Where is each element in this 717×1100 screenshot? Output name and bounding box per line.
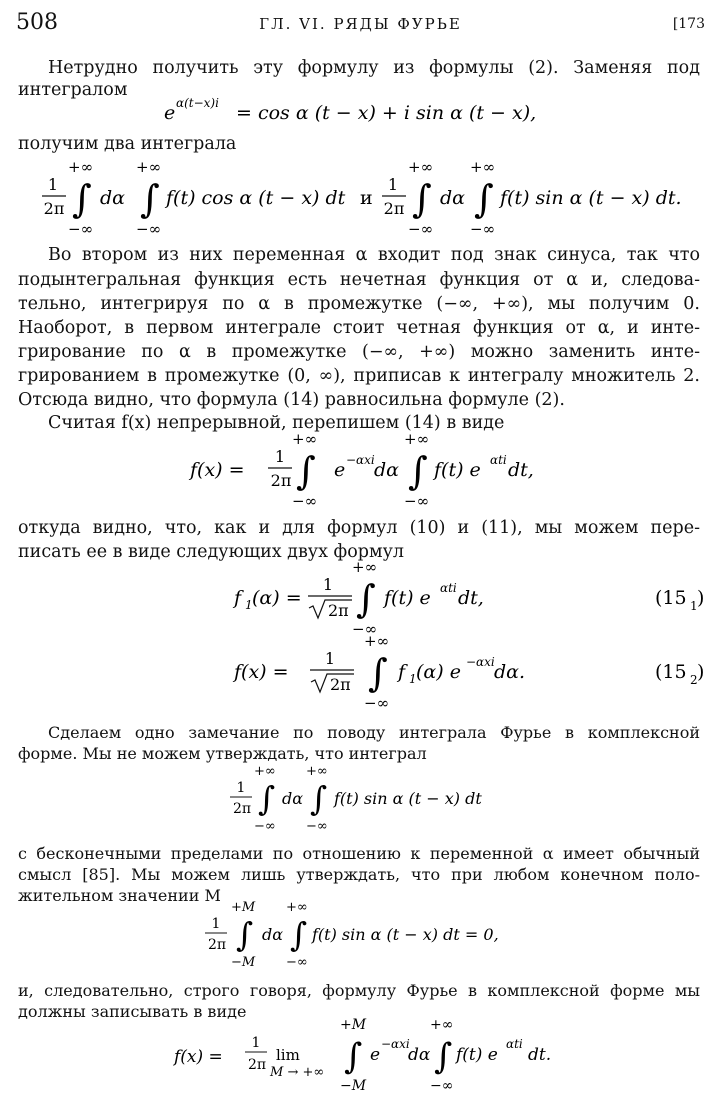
eq4-lhs-sub: 1	[245, 598, 253, 612]
svg-text:+∞: +∞	[430, 1017, 454, 1033]
eq5-exp: −αxi	[466, 655, 495, 669]
svg-text:−∞: −∞	[352, 620, 378, 638]
svg-text:2π: 2π	[330, 675, 351, 694]
svg-text:2π: 2π	[270, 471, 292, 490]
equation-number: (15	[655, 587, 687, 609]
eq2-integrand-sin: f(t) sin α (t − x) dt.	[500, 187, 682, 209]
paragraph-line: Во втором из них переменная α входит под знак синуса, так что	[48, 245, 700, 265]
integral-sign: ∫	[368, 651, 388, 695]
section-signature: [173	[672, 16, 705, 32]
eq2-frac-den: 2π	[383, 199, 405, 218]
remark-line: Сделаем одно замечание по поводу интеграла Фурье в комплексной	[48, 723, 700, 742]
integral-sign: ∫	[356, 577, 376, 621]
svg-text:1: 1	[211, 916, 221, 932]
integral-sign: ∫	[434, 1037, 453, 1077]
remark-line: и, следовательно, строго говоря, формулу Фурье в комплексной форме мы	[18, 981, 700, 1000]
eq2-upper-limit: +∞	[470, 158, 496, 176]
eq1-lhs-exponent: α(t−x)i	[176, 96, 219, 110]
equation-fourier-limit	[0, 1016, 717, 1094]
equation-two-integrals	[0, 158, 717, 238]
eq5-sub: 1	[409, 672, 417, 686]
integral-sign: ∫	[344, 1037, 363, 1077]
eq3-dalpha: dα	[374, 459, 399, 481]
svg-text:−∞: −∞	[306, 819, 328, 834]
eq2-frac-num: 1	[47, 175, 59, 194]
paragraph-line: получим два интеграла	[18, 134, 237, 154]
svg-text:1: 1	[324, 649, 336, 668]
eq2-lower-limit: −∞	[136, 220, 162, 238]
equation-number: (15	[655, 661, 687, 683]
chapter-title: ГЛ. VI. РЯДЫ ФУРЬЕ	[259, 15, 462, 33]
integral-sign: ∫	[72, 177, 92, 221]
svg-text:dα: dα	[262, 925, 284, 944]
svg-text:2π: 2π	[232, 801, 252, 817]
eq5-lhs: f(x) =	[234, 661, 289, 683]
paragraph-line: Нетрудно получить эту формулу из формулы (2). Заменяя под	[48, 58, 700, 78]
svg-text:+∞: +∞	[306, 764, 328, 779]
integral-sign: ∫	[310, 779, 328, 818]
eq4-tail: dt,	[458, 587, 484, 609]
eq7-integrand: f(t) sin α (t − x) dt = 0,	[312, 925, 499, 944]
paragraph-line: откуда видно, что, как и для формул (10) и (11), мы можем пере-	[18, 518, 700, 538]
svg-text:1: 1	[274, 447, 286, 466]
eq1-lhs-base: e	[164, 102, 176, 124]
svg-text:2π: 2π	[207, 937, 227, 953]
svg-text:f(t) e: f(t) e	[434, 459, 481, 481]
svg-text:f(t) e: f(t) e	[456, 1045, 498, 1065]
eq4-integrand: f(t) e	[384, 587, 431, 609]
remark-line: жительном значении M	[18, 886, 221, 905]
svg-text:−∞: −∞	[404, 492, 430, 510]
remark-line: смысл [85]. Мы можем лишь утверждать, что при любом конечном поло-	[18, 865, 700, 884]
eq3-exp2: αti	[490, 453, 507, 467]
equation-finite-M	[0, 900, 717, 970]
svg-text:e: e	[334, 459, 346, 481]
integral-sign: ∫	[290, 915, 308, 954]
remark-line: с бесконечными пределами по отношению к переменной α имеет обычный	[18, 844, 700, 863]
eq8-exp2: αti	[506, 1037, 523, 1051]
equation-15-2	[0, 634, 717, 712]
eq2-frac-num: 1	[387, 175, 399, 194]
equation-euler	[0, 90, 717, 130]
eq2-upper-limit: +∞	[408, 158, 434, 176]
svg-text:dα: dα	[282, 789, 304, 808]
svg-text:+∞: +∞	[292, 432, 318, 448]
paragraph-line: тельно, интегрируя по α в промежутке (−∞, +∞), мы получим 0.	[18, 294, 700, 314]
equation-number-close: )	[697, 587, 705, 609]
running-header	[16, 10, 705, 40]
equation-sin-integral	[0, 764, 717, 834]
integral-sign: ∫	[412, 177, 432, 221]
eq6-integrand: f(t) sin α (t − x) dt	[334, 789, 482, 808]
paragraph-line: писать ее в виде следующих двух формул	[18, 542, 404, 562]
integral-sign: ∫	[236, 915, 254, 954]
eq2-upper-limit: +∞	[68, 158, 94, 176]
page-number: 508	[16, 10, 58, 35]
svg-text:dα: dα	[408, 1045, 431, 1065]
eq8-tail: dt.	[528, 1045, 552, 1065]
eq4-lhs: f	[234, 587, 242, 609]
integral-sign: ∫	[296, 449, 316, 493]
paragraph-line: грирование по α в промежутке (−∞, +∞) можно заменить инте-	[18, 342, 700, 362]
eq8-lim: lim	[276, 1046, 300, 1064]
svg-text:2π: 2π	[247, 1057, 267, 1073]
paragraph-line: Наоборот, в первом интеграле стоит четная функция от α, и инте-	[18, 318, 700, 338]
svg-text:−∞: −∞	[254, 819, 276, 834]
eq3-exp1: −αxi	[346, 453, 375, 467]
svg-text:−∞: −∞	[430, 1078, 454, 1094]
svg-text:+∞: +∞	[364, 634, 390, 650]
svg-text:+∞: +∞	[286, 900, 308, 915]
eq1-rhs: = cos α (t − x) + i sin α (t − x),	[236, 102, 537, 124]
eq4-lhs-arg: (α) =	[252, 587, 302, 609]
integral-sign: ∫	[474, 177, 494, 221]
svg-text:−∞: −∞	[286, 955, 308, 970]
eq7-lower-M: −M	[231, 955, 256, 970]
eq5-integrand: f	[398, 661, 406, 683]
svg-text:+∞: +∞	[254, 764, 276, 779]
eq4-radicand: 2π	[328, 601, 349, 620]
svg-text:−M: −M	[340, 1078, 367, 1094]
svg-text:−∞: −∞	[292, 492, 318, 510]
eq3-lhs: f(x) =	[190, 459, 245, 481]
paragraph-line: Отсюда видно, что формула (14) равносильна формуле (2).	[18, 390, 565, 410]
equation-15-1	[0, 560, 717, 638]
integral-sign: ∫	[258, 779, 276, 818]
eq2-upper-limit: +∞	[136, 158, 162, 176]
eq2-lower-limit: −∞	[470, 220, 496, 238]
integral-sign: ∫	[140, 177, 160, 221]
svg-text:1: 1	[251, 1035, 261, 1051]
equation-14-rewritten	[0, 432, 717, 510]
eq8-lim-sub: M → +∞	[270, 1065, 325, 1080]
eq5-tail: dα.	[494, 661, 526, 683]
paragraph-line: подынтегральная функция есть нечетная функция от α и, следова-	[18, 270, 700, 290]
eq2-conjunction: и	[360, 187, 373, 209]
eq5-arg: (α) e	[416, 661, 461, 683]
svg-text:1: 1	[236, 780, 246, 796]
eq4-exp: αti	[440, 581, 457, 595]
eq8-lhs: f(x) =	[174, 1047, 223, 1067]
svg-text:−∞: −∞	[364, 694, 390, 712]
svg-text:1: 1	[322, 575, 334, 594]
equation-number-sub: 1	[690, 599, 698, 613]
remark-line: должны записывать в виде	[18, 1002, 247, 1021]
eq2-frac-den: 2π	[43, 199, 65, 218]
eq7-upper-M: +M	[231, 900, 256, 915]
paragraph-line: грированием в промежутке (0, ∞), приписав к интегралу множитель 2.	[18, 366, 700, 386]
eq3-tail: dt,	[508, 459, 534, 481]
svg-text:e: e	[370, 1045, 381, 1065]
equation-number-close: )	[697, 661, 705, 683]
svg-text:+M: +M	[340, 1017, 367, 1033]
svg-text:+∞: +∞	[352, 560, 378, 576]
eq8-exp1: −αxi	[381, 1037, 410, 1051]
svg-text:+∞: +∞	[404, 432, 430, 448]
integral-sign: ∫	[408, 449, 428, 493]
eq2-dalpha: dα	[440, 187, 465, 209]
eq2-dalpha: dα	[100, 187, 125, 209]
eq2-integrand-cos: f(t) cos α (t − x) dt	[166, 187, 346, 209]
paragraph-line: Считая f(x) непрерывной, перепишем (14) в виде	[48, 413, 505, 433]
paragraph-line: интегралом	[18, 80, 128, 100]
equation-number-sub: 2	[690, 673, 698, 687]
eq2-lower-limit: −∞	[68, 220, 94, 238]
remark-line: форме. Мы не можем утверждать, что интеграл	[18, 744, 427, 763]
eq2-lower-limit: −∞	[408, 220, 434, 238]
